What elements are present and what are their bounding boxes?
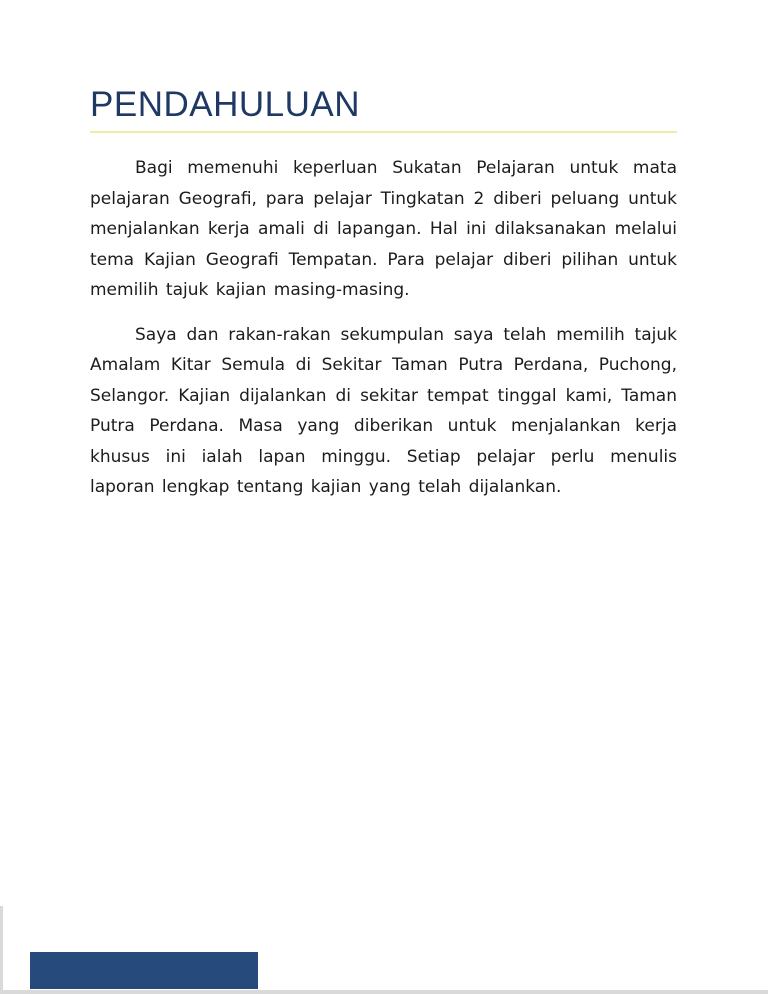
body-text bbox=[90, 153, 677, 503]
page-title: PENDAHULUAN bbox=[90, 85, 360, 124]
paragraph-1: Bagi memenuhi keperluan Sukatan Pelajaran untuk mata pelajaran Geografi, para pelajar Tingkatan 2 diberi peluang untuk menjalankan kerja amali di lapangan. Hal ini dilaksanakan melalui tema Kajian Geografi Tempatan. Para pelajar diberi pilihan untuk memilih tajuk kajian masing-masing. bbox=[90, 158, 677, 300]
title-underline-rule bbox=[90, 131, 677, 133]
page-edge-left-artifact bbox=[0, 906, 3, 994]
page-edge-bottom-artifact bbox=[0, 990, 768, 994]
paragraph-2: Saya dan rakan-rakan sekumpulan saya telah memilih tajuk Amalam Kitar Semula di Sekitar Taman Putra Perdana, Puchong, Selangor. Kajian dijalankan di sekitar tempat tinggal kami, Taman Putra Perdana. Masa yang diberikan untuk menjalankan kerja khusus ini ialah lapan minggu. Setiap pelajar perlu menulis laporan lengkap tentang kajian yang telah dijalankan. bbox=[90, 324, 677, 497]
page-content bbox=[90, 84, 677, 517]
footer-blue-bar-artifact bbox=[30, 952, 258, 989]
